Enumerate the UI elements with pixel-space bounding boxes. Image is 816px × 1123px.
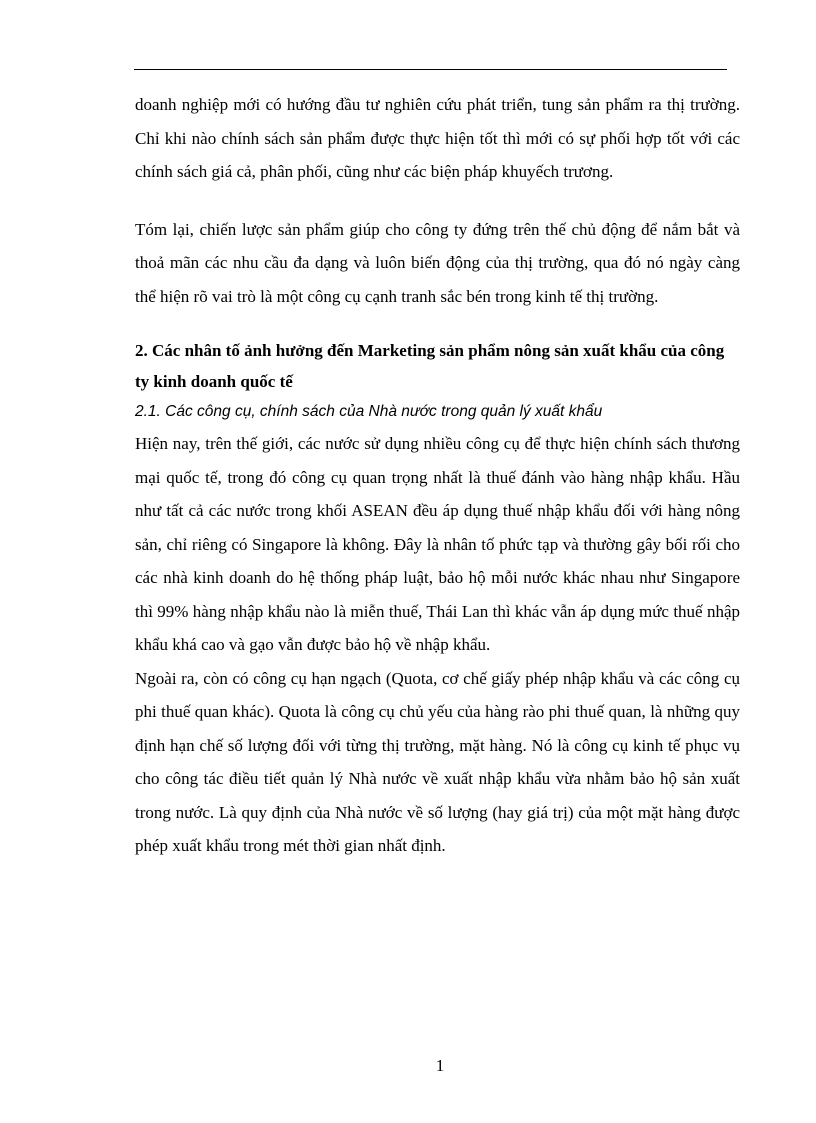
paragraph-product-policy: doanh nghiệp mới có hướng đầu tư nghiên cứu phát triển, tung sản phẩm ra thị trường. Chỉ khi nào chính sách sản phẩm được thực hiện tốt thì mới có sự phối hợp tốt với các chính sách giá cả, phân phối, cũng như các biện pháp khuyếch trương.: [135, 95, 740, 181]
page-body: [135, 88, 740, 863]
paragraph-summary: Tóm lại, chiến lược sản phẩm giúp cho công ty đứng trên thế chủ động để nắm bắt và thoả mãn các nhu cầu đa dạng và luôn biến động của thị trường, qua đó nó ngày càng thể hiện rõ vai trò là một công cụ cạnh tranh sắc bén trong kinh tế thị trường.: [135, 219, 740, 306]
subsection-heading: 2.1. Các công cụ, chính sách của Nhà nước trong quản lý xuất khẩu: [135, 403, 603, 420]
paragraph-tariffs: Hiện nay, trên thế giới, các nước sử dụng nhiều công cụ để thực hiện chính sách thương mại quốc tế, trong đó công cụ quan trọng nhất là thuế đánh vào hàng nhập khẩu. Hầu như tất cả các nước trong khối ASEAN đều áp dụng thuế nhập khẩu đối với hàng nông sản, chỉ riêng có Singapore là không. Đây là nhân tố phức tạp và thường gây bối rối cho các nhà kinh doanh do hệ thống pháp luật, bảo hộ mỗi nước khác nhau như Singapore thì 99% hàng nhập khẩu nào là miễn thuế, Thái Lan thì khác vẫn áp dụng mức thuế nhập khẩu khá cao và gạo vẫn được bảo hộ về nhập khẩu.: [135, 434, 740, 654]
page-number: 1: [435, 1056, 445, 1075]
header-rule: [134, 69, 727, 70]
section-heading: 2. Các nhân tố ảnh hưởng đến Marketing sản phẩm nông sản xuất khẩu của công ty kinh doanh quốc tế: [135, 341, 725, 391]
paragraph-quota: Ngoài ra, còn có công cụ hạn ngạch (Quota, cơ chế giấy phép nhập khẩu và các công cụ phi thuế quan khác). Quota là công cụ chủ yếu của hàng rào phi thuế quan, là những quy định hạn chế số lượng đối với từng thị trường, mặt hàng. Nó là công cụ kinh tế phục vụ cho công tác điều tiết quản lý Nhà nước về xuất nhập khẩu vừa nhằm bảo hộ sản xuất trong nước. Là quy định của Nhà nước về số lượng (hay giá trị) của một mặt hàng được phép xuất khẩu trong mét thời gian nhất định.: [135, 668, 740, 855]
